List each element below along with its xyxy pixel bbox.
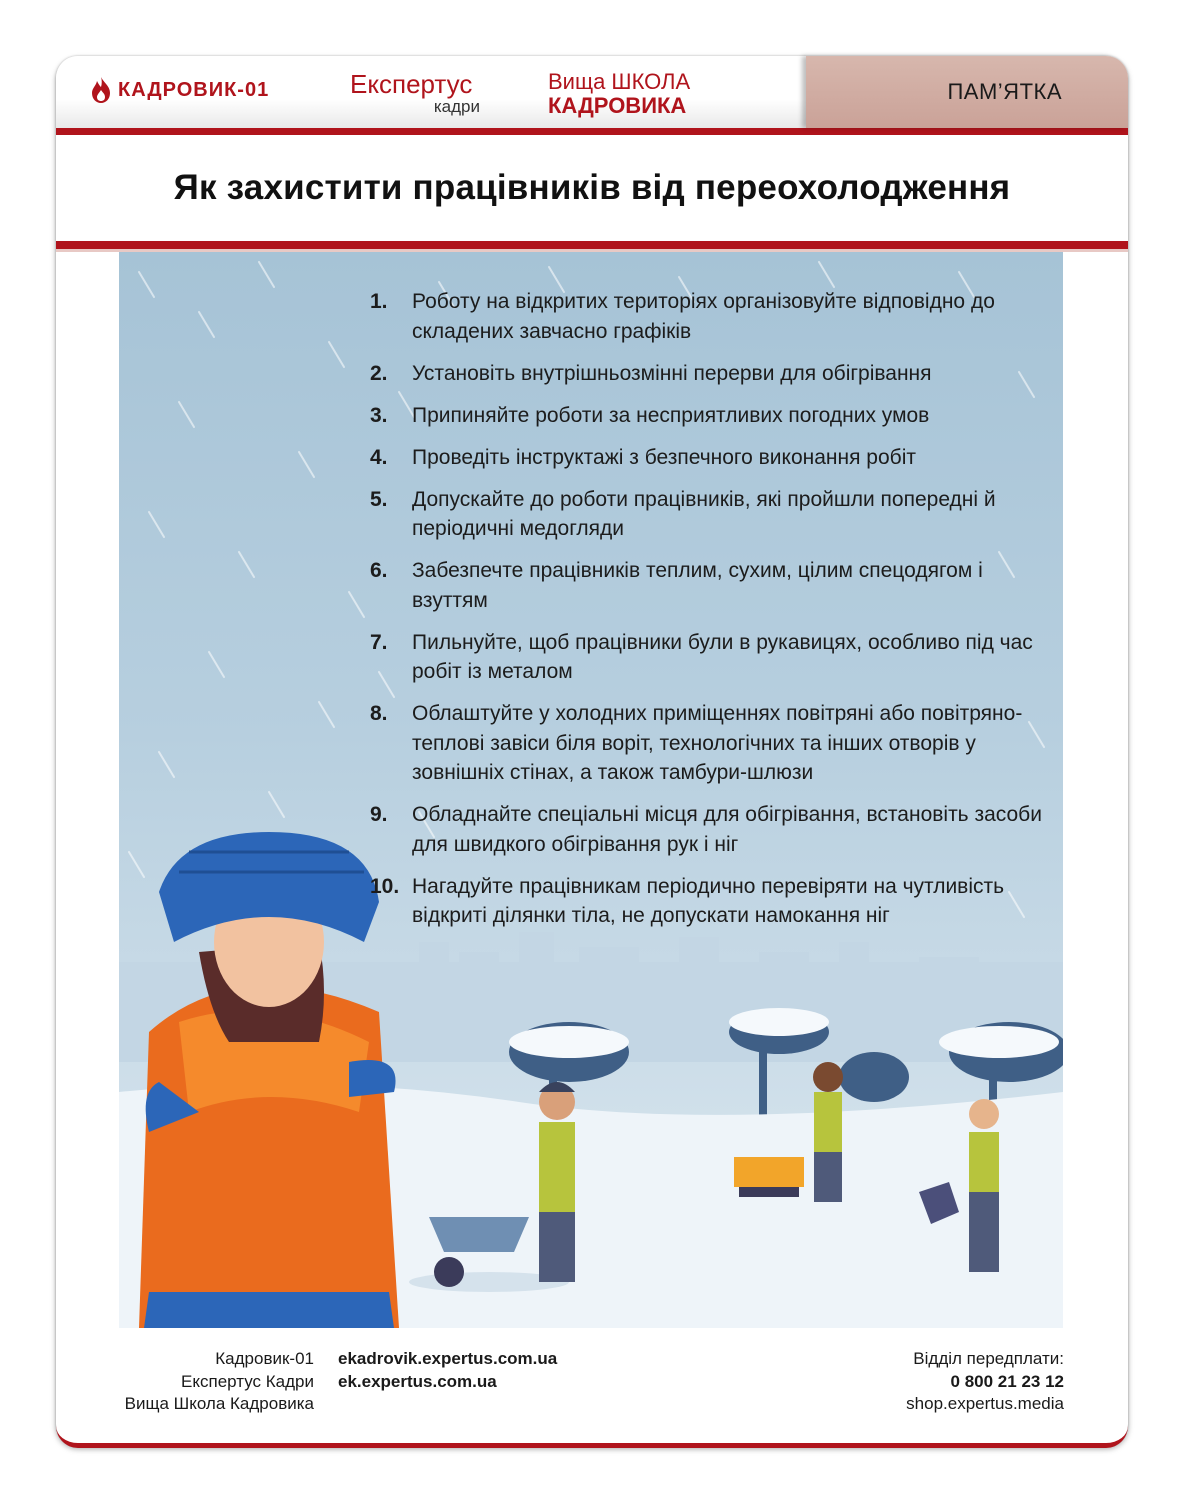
footer-site-link[interactable]: ekadrovik.expertus.com.ua bbox=[338, 1349, 558, 1368]
item-number: 10. bbox=[370, 874, 400, 898]
list-item bbox=[370, 287, 1050, 346]
item-text: Забезпечте працівників теплим, сухим, цілим спецодягом і взуттям bbox=[412, 559, 983, 612]
item-number: 5. bbox=[370, 487, 388, 511]
item-number: 6. bbox=[370, 559, 388, 582]
shop-link[interactable]: shop.expertus.media bbox=[906, 1394, 1064, 1413]
item-text: Роботу на відкритих територіях організовуйте відповідно до складених завчасно графіків bbox=[412, 290, 995, 343]
flame-icon bbox=[90, 76, 112, 104]
list-item bbox=[370, 401, 1050, 431]
subscription-phone[interactable]: 0 800 21 23 12 bbox=[950, 1371, 1064, 1391]
footer-brand: Вища Школа Кадровика bbox=[124, 1394, 314, 1413]
item-number: 3. bbox=[370, 403, 388, 427]
recommendations-list bbox=[370, 287, 1050, 943]
list-item bbox=[370, 485, 1050, 544]
list-item bbox=[370, 699, 1050, 788]
subscription-label: Відділ передплати: bbox=[913, 1349, 1064, 1368]
header-divider bbox=[56, 128, 1128, 135]
item-number: 8. bbox=[370, 702, 388, 725]
page-title: Як захистити працівників від переохолодження bbox=[173, 168, 1011, 207]
item-text: Установіть внутрішньозмінні перерви для обігрівання bbox=[412, 361, 932, 385]
list-item bbox=[370, 800, 1050, 859]
footer-brand: Експертус Кадри bbox=[181, 1371, 314, 1391]
footer-sites bbox=[338, 1348, 557, 1393]
item-number: 1. bbox=[370, 290, 388, 313]
item-number: 4. bbox=[370, 445, 388, 469]
footer bbox=[56, 1348, 1128, 1418]
logo-kadrovik-text: КАДРОВИК-01 bbox=[118, 78, 270, 101]
footer-site-link[interactable]: ek.expertus.com.ua bbox=[338, 1371, 497, 1391]
item-number: 9. bbox=[370, 803, 388, 826]
footer-subscription bbox=[906, 1348, 1064, 1416]
item-text: Припиняйте роботи за несприятливих погодних умов bbox=[412, 403, 930, 427]
logo-school-line1: Вища ШКОЛА bbox=[548, 69, 691, 94]
logo-school[interactable] bbox=[548, 70, 690, 118]
list-item bbox=[370, 359, 1050, 389]
title-divider bbox=[56, 241, 1128, 249]
woman-figure bbox=[139, 832, 399, 1328]
logo-expertus-main: Експертус bbox=[350, 69, 473, 99]
item-text: Пильнуйте, щоб працівники були в рукавицях, особливо під час робіт із металом bbox=[412, 630, 1033, 683]
footer-brand: Кадровик-01 bbox=[215, 1349, 314, 1368]
item-text: Обладнайте спеціальні місця для обігрівання, встановіть засоби для швидкого обігрівання рук і ніг bbox=[412, 803, 1042, 856]
item-text: Допускайте до роботи працівників, які пройшли попередні й періодичні медогляди bbox=[412, 487, 996, 540]
item-number: 2. bbox=[370, 361, 388, 385]
logo-school-line2: КАДРОВИКА bbox=[548, 93, 687, 118]
item-text: Нагадуйте працівникам періодично перевіряти на чутливість відкриті ділянки тіла, не допускати намокання ніг bbox=[412, 874, 1005, 927]
card-bottom-border bbox=[56, 1424, 1128, 1448]
logo-expertus-sub: кадри bbox=[433, 97, 480, 116]
footer-brands bbox=[56, 1348, 314, 1416]
list-item bbox=[370, 443, 1050, 473]
item-number: 7. bbox=[370, 630, 388, 654]
list-item bbox=[370, 872, 1050, 931]
logo-expertus[interactable] bbox=[350, 70, 480, 116]
list-item bbox=[370, 628, 1050, 687]
item-text: Проведіть інструктажі з безпечного виконання робіт bbox=[412, 445, 916, 469]
logo-kadrovik[interactable] bbox=[90, 76, 269, 104]
memo-tab-label: ПАМ’ЯТКА bbox=[947, 79, 1062, 104]
list-item bbox=[370, 556, 1050, 615]
item-text: Облаштуйте у холодних приміщеннях повітряні або повітряно-теплові завіси біля воріт, технологічних та інших отворів у зовнішніх стінах, а також тамбури-шлюзи bbox=[412, 702, 1023, 784]
